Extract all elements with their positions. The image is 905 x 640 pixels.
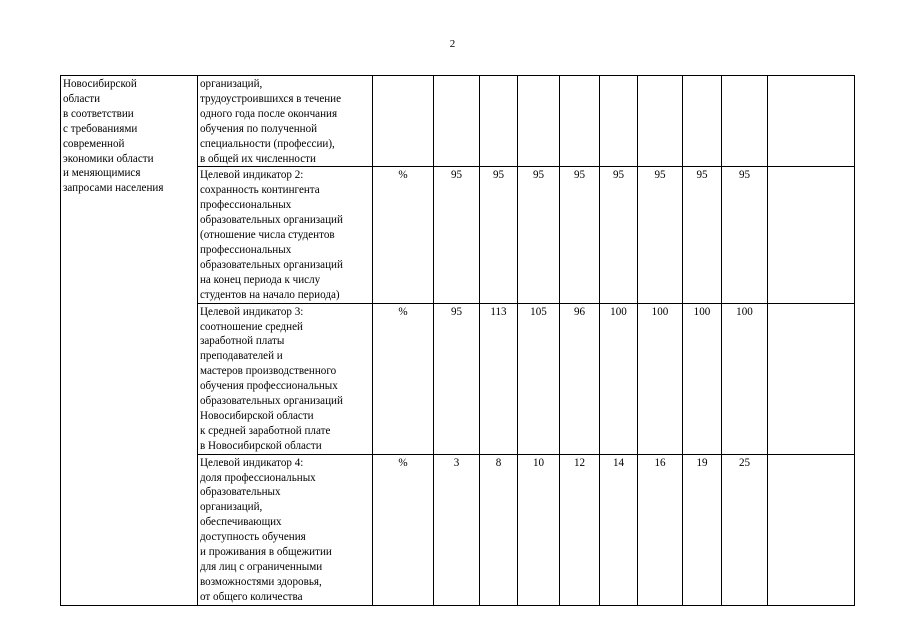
value-cell xyxy=(722,76,768,167)
indicator-line: образовательных организаций xyxy=(200,214,343,227)
indicator-line: организаций, xyxy=(200,501,263,514)
goal-line: в соответствии xyxy=(63,107,134,120)
indicator-line: профессиональных xyxy=(200,243,292,256)
value-cell xyxy=(518,76,560,167)
indicator-line: на конец периода к числу xyxy=(200,273,321,286)
indicator-line: Целевой индикатор 3: xyxy=(200,305,304,318)
page-number: 2 xyxy=(449,38,456,50)
value-cell: 10 xyxy=(518,454,560,605)
unit-cell: % xyxy=(373,303,434,454)
value-cell: 95 xyxy=(560,167,600,303)
indicator-cell xyxy=(198,76,373,167)
value-cell: 100 xyxy=(683,303,722,454)
value-cell: 100 xyxy=(722,303,768,454)
indicator-line: (отношение числа студентов xyxy=(200,229,335,242)
indicator-line: студентов на начало периода) xyxy=(200,288,340,301)
goal-line: с требованиями xyxy=(63,122,138,135)
goal-line: современной xyxy=(63,137,125,150)
indicator-line: и проживания в общежитии xyxy=(200,546,332,559)
value-cell: 14 xyxy=(600,454,638,605)
indicator-line: от общего количества xyxy=(200,590,303,603)
indicator-line: заработной платы xyxy=(200,335,285,348)
indicator-line: сохранность контингента xyxy=(200,184,320,197)
goal-line: запросами населения xyxy=(63,182,164,195)
indicator-line: в Новосибирской области xyxy=(200,439,322,452)
value-cell xyxy=(600,76,638,167)
indicator-line: Новосибирской области xyxy=(200,409,314,422)
value-cell: 95 xyxy=(683,167,722,303)
indicator-line: в общей их численности xyxy=(200,152,316,165)
indicator-line: специальности (профессии), xyxy=(200,137,335,150)
indicator-line: мастеров производственного xyxy=(200,365,337,378)
indicator-line: обучения профессиональных xyxy=(200,380,338,393)
value-cell: 12 xyxy=(560,454,600,605)
value-cell: 95 xyxy=(600,167,638,303)
value-cell: 3 xyxy=(434,454,480,605)
value-cell: 95 xyxy=(480,167,518,303)
indicator-line: обучения по полученной xyxy=(200,122,318,135)
value-cell: 95 xyxy=(434,303,480,454)
indicator-line: Целевой индикатор 4: xyxy=(200,456,304,469)
note-cell xyxy=(768,303,855,454)
indicator-line: преподавателей и xyxy=(200,350,283,363)
value-cell xyxy=(434,76,480,167)
value-cell: 96 xyxy=(560,303,600,454)
indicator-line: Целевой индикатор 2: xyxy=(200,169,304,182)
note-cell xyxy=(768,167,855,303)
goal-line: экономики области xyxy=(63,152,154,165)
goal-line: области xyxy=(63,92,101,105)
value-cell: 95 xyxy=(518,167,560,303)
indicators-table xyxy=(60,75,855,606)
unit-cell xyxy=(373,76,434,167)
value-cell: 95 xyxy=(434,167,480,303)
indicator-line: доля профессиональных xyxy=(200,471,316,484)
value-cell xyxy=(683,76,722,167)
value-cell xyxy=(638,76,683,167)
table-row xyxy=(61,76,855,167)
value-cell xyxy=(560,76,600,167)
value-cell: 105 xyxy=(518,303,560,454)
value-cell: 16 xyxy=(638,454,683,605)
value-cell: 95 xyxy=(638,167,683,303)
value-cell: 113 xyxy=(480,303,518,454)
unit-cell: % xyxy=(373,454,434,605)
value-cell xyxy=(480,76,518,167)
value-cell: 100 xyxy=(600,303,638,454)
indicator-cell xyxy=(198,303,373,454)
indicator-line: к средней заработной плате xyxy=(200,424,331,437)
value-cell: 8 xyxy=(480,454,518,605)
goal-cell xyxy=(61,76,198,606)
indicator-line: соотношение средней xyxy=(200,320,303,333)
note-cell xyxy=(768,76,855,167)
indicator-cell xyxy=(198,454,373,605)
value-cell: 100 xyxy=(638,303,683,454)
indicator-line: организаций, xyxy=(200,78,263,90)
indicator-line: образовательных организаций xyxy=(200,258,343,271)
unit-cell: % xyxy=(373,167,434,303)
indicator-line: для лиц с ограниченными xyxy=(200,561,323,573)
indicator-line: образовательных xyxy=(200,486,281,499)
indicator-line: трудоустроившихся в течение xyxy=(200,92,342,105)
value-cell: 19 xyxy=(683,454,722,605)
indicator-line: профессиональных xyxy=(200,199,292,212)
note-cell xyxy=(768,454,855,605)
indicator-line: обеспечивающих xyxy=(200,516,282,529)
value-cell: 25 xyxy=(722,454,768,605)
indicator-line: доступность обучения xyxy=(200,531,306,544)
value-cell: 95 xyxy=(722,167,768,303)
goal-line: и меняющимися xyxy=(63,167,141,180)
indicator-line: образовательных организаций xyxy=(200,395,343,408)
indicator-line: возможностями здоровья, xyxy=(200,575,322,588)
goal-line: Новосибирской xyxy=(63,78,137,90)
indicator-cell xyxy=(198,167,373,303)
indicator-line: одного года после окончания xyxy=(200,107,338,120)
